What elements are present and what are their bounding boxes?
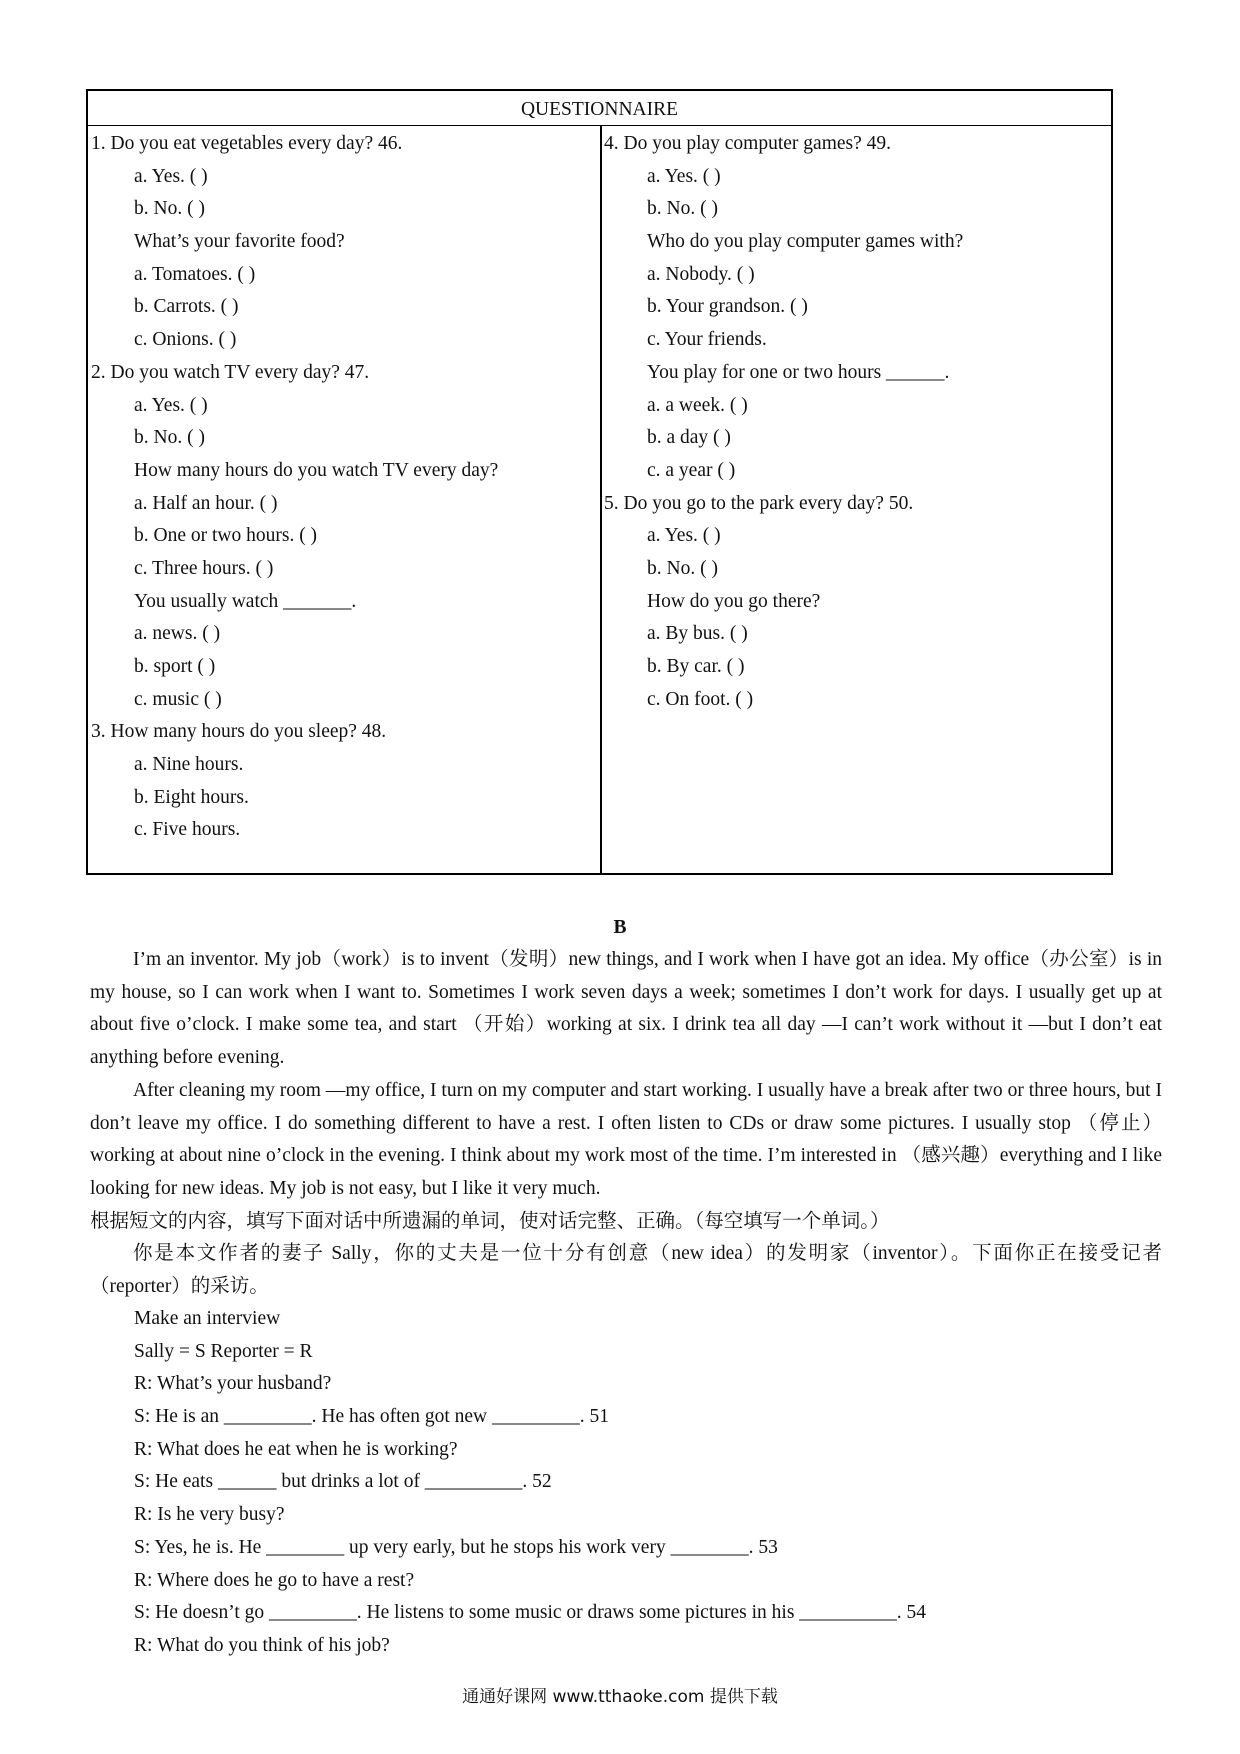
option-line: c. Your friends. — [647, 329, 767, 351]
option-line: b. Your grandson. ( ) — [647, 296, 808, 318]
option-line: c. music ( ) — [134, 688, 222, 710]
dialog-line: R: What does he eat when he is working? — [134, 1438, 458, 1460]
question-3: 3. How many hours do you sleep? 48. — [91, 721, 387, 743]
option-line: a. By bus. ( ) — [647, 623, 748, 645]
option-line: b. sport ( ) — [134, 656, 216, 677]
option-line: b. No. ( ) — [134, 198, 205, 220]
questionnaire-title: QUESTIONNAIRE — [88, 91, 1111, 126]
passage-paragraph-2: After cleaning my room —my office, I turn on my computer and start working. I usually have a break after two or three hours, but I don’t leave my office. I do something different to have a rest. I often listen to CDs or draw some pictures. I usually stop （停止）working at about nine o’clock in the evening. I think about my work most of the time. I’m interested in （感兴趣）everything and I like looking for new ideas. My job is not easy, but I like it very much. — [90, 1079, 1162, 1199]
dialog-line: R: What’s your husband? — [134, 1373, 332, 1395]
option-line: b. Eight hours. — [134, 786, 249, 808]
question-5: 5. Do you go to the park every day? 50. — [604, 492, 914, 514]
task-instruction: 根据短文的内容，填写下面对话中所遗漏的单词，使对话完整、正确。（每空填写一个单词。） — [90, 1210, 890, 1232]
option-line: b. No. ( ) — [134, 427, 205, 449]
option-line: c. Five hours. — [134, 819, 241, 841]
sub-question: Who do you play computer games with? — [647, 231, 964, 253]
option-line: b. One or two hours. ( ) — [134, 525, 318, 547]
dialog-line: R: What do you think of his job? — [134, 1634, 390, 1656]
option-line: c. a year ( ) — [647, 459, 736, 481]
task-context: 你是本文作者的妻子 Sally，你的丈夫是一位十分有创意（new idea）的发明家（inventor）。下面你正在接受记者（reporter）的采访。 — [90, 1243, 1162, 1298]
page-footer: 通通好课网 www.tthaoke.com 提供下载 — [462, 1687, 778, 1707]
question-1: 1. Do you eat vegetables every day? 46. — [91, 133, 403, 154]
option-line: a. Yes. ( ) — [134, 394, 208, 416]
option-line: b. a day ( ) — [647, 427, 731, 449]
option-line: a. news. ( ) — [134, 623, 221, 645]
dialog-line: R: Where does he go to have a rest? — [134, 1569, 415, 1591]
sub-question: How do you go there? — [647, 590, 821, 612]
reading-passage — [90, 944, 1162, 1304]
option-line: a. Tomatoes. ( ) — [134, 263, 256, 285]
dialog-roles: Sally = S Reporter = R — [134, 1340, 313, 1362]
option-line: b. No. ( ) — [647, 198, 718, 220]
sub-question: What’s your favorite food? — [134, 231, 345, 253]
interview-dialog — [134, 1303, 1134, 1663]
option-line: a. Half an hour. ( ) — [134, 492, 278, 514]
column-divider — [600, 126, 602, 873]
option-line: a. Yes. ( ) — [134, 165, 208, 187]
option-line: b. By car. ( ) — [647, 656, 745, 677]
option-line: c. Three hours. ( ) — [134, 557, 274, 579]
questionnaire-table — [86, 89, 1113, 875]
dialog-line-53: S: Yes, he is. He ________ up very early, but he stops his work very ________. 53 — [134, 1536, 778, 1558]
option-line: a. Yes. ( ) — [647, 165, 721, 187]
dialog-line-52: S: He eats ______ but drinks a lot of __________. 52 — [134, 1471, 552, 1493]
sub-question: You play for one or two hours ______. — [647, 361, 950, 383]
option-line: a. Nobody. ( ) — [647, 263, 755, 285]
option-line: b. Carrots. ( ) — [134, 296, 239, 318]
dialog-heading: Make an interview — [134, 1308, 281, 1329]
dialog-line: R: Is he very busy? — [134, 1504, 285, 1526]
sub-question: How many hours do you watch TV every day? — [134, 459, 499, 481]
questionnaire-right-column — [604, 128, 1109, 716]
option-line: b. No. ( ) — [647, 557, 718, 579]
option-line: a. Yes. ( ) — [647, 525, 721, 547]
sub-question: You usually watch _______. — [134, 590, 357, 612]
option-line: c. On foot. ( ) — [647, 688, 754, 710]
section-b-title: B — [613, 917, 627, 938]
question-4: 4. Do you play computer games? 49. — [604, 133, 892, 154]
passage-paragraph-1: I’m an inventor. My job（work）is to invent（发明）new things, and I work when I have got an idea. My office（办公室）is in my house, so I can work when I want to. Sometimes I work seven days a week; sometimes I don’t work for days. I usually get up at about five o’clock. I make some tea, and start （开始）working at six. I drink tea all day —I can’t work without it —but I don’t eat anything before evening. — [90, 949, 1162, 1069]
questionnaire-left-column — [91, 128, 596, 847]
option-line: a. a week. ( ) — [647, 394, 748, 416]
dialog-line-54: S: He doesn’t go _________. He listens to some music or draws some pictures in his __________. 54 — [134, 1602, 927, 1624]
option-line: c. Onions. ( ) — [134, 329, 237, 351]
option-line: a. Nine hours. — [134, 754, 244, 776]
question-2: 2. Do you watch TV every day? 47. — [91, 361, 370, 383]
dialog-line-51: S: He is an _________. He has often got new _________. 51 — [134, 1406, 609, 1428]
